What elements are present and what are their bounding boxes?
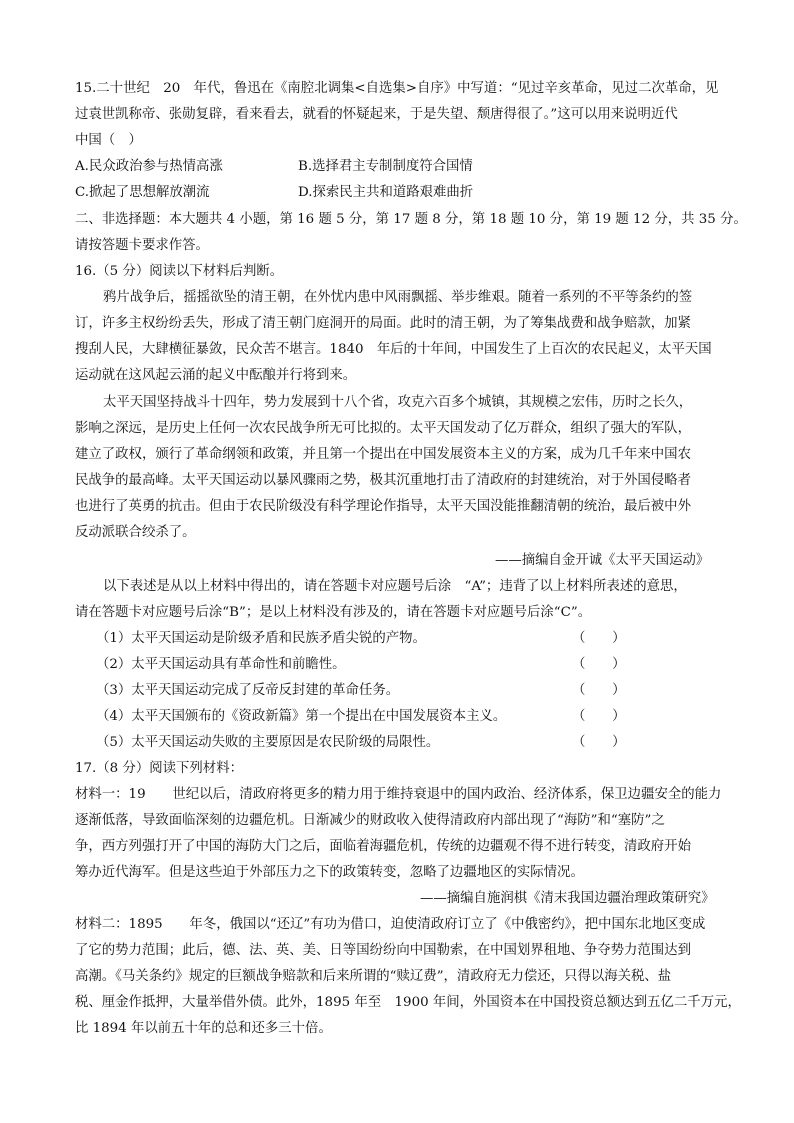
q15-stem-line-3: 中国（ ） [75, 133, 142, 148]
q15-stem-line-1: 15.二十世纪 20 年代，鲁迅在《南腔北调集<自选集>自序》中写道：“见过辛亥革命，见过二次革命，见 [75, 81, 719, 96]
q16-paragraph-2-line: 也进行了英勇的抗击。但由于农民阶级没有科学理论作指导，太平天国没能推翻清朝的统治，最后被中外 [75, 499, 691, 514]
q16-paragraph-2-line: 反动派联合绞杀了。 [75, 525, 196, 540]
q16-judgment-item-4: （4）太平天国颁布的《资政新篇》第一个提出在中国发展资本主义。 [96, 709, 507, 724]
q16-header: 16.（5 分）阅读以下材料后判断。 [75, 264, 284, 279]
q15-option-b: B.选择君主专制制度符合国情 [298, 159, 473, 174]
q16-paragraph-1-line: 订，许多主权纷纷丢失，形成了清王朝门庭洞开的局面。此时的清王朝，为了筹集战费和战争赔款，加紧 [75, 316, 691, 331]
q16-paragraph-2-line: 影响之深远，是历史上任何一次农民战争所无可比拟的。太平天国发动了亿万群众，组织了强大的军队， [75, 421, 691, 436]
section-2-heading: 二、非选择题：本大题共 4 小题，第 16 题 5 分，第 17 题 8 分，第 18 题 10 分，第 19 题 12 分，共 35 分。 [75, 212, 747, 227]
q17-material-2-line: 材料二：1895 年冬，俄国以“还辽”有功为借口，迫使清政府订立了《中俄密约》，把中国东北地区变成 [75, 917, 706, 932]
q17-material-1-line: 争，西方列强打开了中国的海防大门之后，面临着海疆危机，传统的边疆观不得不进行转变，清政府开始 [75, 839, 691, 854]
q16-paragraph-2-line: 民战争的最高峰。太平天国运动以暴风骤雨之势，极其沉重地打击了清政府的封建统治，对于外国侵略者 [75, 473, 691, 488]
q16-answer-blank-5: （ ） [572, 735, 626, 750]
q17-material-2-line: 了它的势力范围；此后，德、法、英、美、日等国纷纷向中国勒索，在中国划界租地、争夺势力范围达到 [75, 943, 691, 958]
q17-material-2-line: 税、厘金作抵押，大量举借外债。此外，1895 年至 1900 年间，外国资本在中国投资总额达到五亿二千万元， [75, 995, 741, 1010]
q16-judgment-item-5: （5）太平天国运动失败的主要原因是农民阶级的局限性。 [96, 735, 440, 750]
section-2-instruction: 请按答题卡要求作答。 [75, 238, 209, 253]
q16-answer-blank-3: （ ） [572, 683, 626, 698]
q16-judgment-item-3: （3）太平天国运动完成了反帝反封建的革命任务。 [96, 683, 400, 698]
q17-header: 17.（8 分）阅读下列材料： [75, 761, 243, 776]
q17-material-1-source: ——摘编自施润棋《清末我国边疆治理政策研究》 [420, 891, 715, 906]
q16-paragraph-2-line: 太平天国坚持战斗十四年，势力发展到十八个省，攻克六百多个城镇，其规模之宏伟，历时之长久， [103, 395, 693, 410]
q16-paragraph-2-line: 建立了政权，颁行了革命纲领和政策，并且第一个提出在中国发展资本主义的方案，成为几千年来中国农 [75, 447, 691, 462]
q16-instruction-line-1: 以下表述是从以上材料中得出的，请在答题卡对应题号后涂 “A”；违背了以上材料所表述的意思， [103, 579, 687, 594]
q16-answer-blank-1: （ ） [572, 631, 626, 646]
q16-source-citation: ——摘编自金开诚《太平天国运动》 [495, 553, 710, 568]
q17-material-2-line: 比 1894 年以前五十年的总和还多三十倍。 [75, 1021, 332, 1036]
q15-stem-line-2: 过袁世凯称帝、张勋复辟，看来看去，就看的怀疑起来，于是失望、颓唐得很了。”这可以用来说明近代 [75, 107, 678, 122]
q17-material-1-line: 材料一：19 世纪以后，清政府将更多的精力用于维持衰退中的国内政治、经济体系，保卫边疆安全的能力 [75, 787, 722, 802]
q17-material-2-line: 高潮。《马关条约》规定的巨额战争赔款和后来所谓的“赎辽费”，清政府无力偿还，只得以海关税、盐 [75, 969, 672, 984]
q16-answer-blank-4: （ ） [572, 709, 626, 724]
q15-option-c: C.掀起了思想解放潮流 [75, 185, 210, 200]
q15-option-d: D.探索民主共和道路艰难曲折 [298, 185, 474, 200]
q16-answer-blank-2: （ ） [572, 657, 626, 672]
q16-paragraph-1-line: 搜刮人民，大肆横征暴敛，民众苦不堪言。1840 年后的十年间，中国发生了上百次的农民起义，太平天国 [75, 342, 712, 357]
q16-paragraph-1-line: 鸦片战争后，摇摇欲坠的清王朝，在外忧内患中风雨飘摇、举步维艰。随着一系列的不平等条约的签 [103, 290, 693, 305]
q16-judgment-item-2: （2）太平天国运动具有革命性和前瞻性。 [96, 657, 346, 672]
q16-judgment-item-1: （1）太平天国运动是阶级矛盾和民族矛盾尖锐的产物。 [96, 631, 426, 646]
q15-option-a: A.民众政治参与热情高涨 [75, 159, 223, 174]
q17-material-1-line: 逐渐低落，导致面临深刻的边疆危机。日渐减少的财政收入使得清政府内部出现了“海防”和“塞防”之 [75, 813, 665, 828]
q17-material-1-line: 筹办近代海军。但是这些迫于外部压力之下的政策转变，忽略了边疆地区的实际情况。 [75, 865, 584, 880]
q16-instruction-line-2: 请在答题卡对应题号后涂“B”；是以上材料没有涉及的，请在答题卡对应题号后涂“C”。 [75, 605, 592, 620]
q16-paragraph-1-line: 运动就在这风起云涌的起义中酝酿并行将到来。 [75, 368, 357, 383]
